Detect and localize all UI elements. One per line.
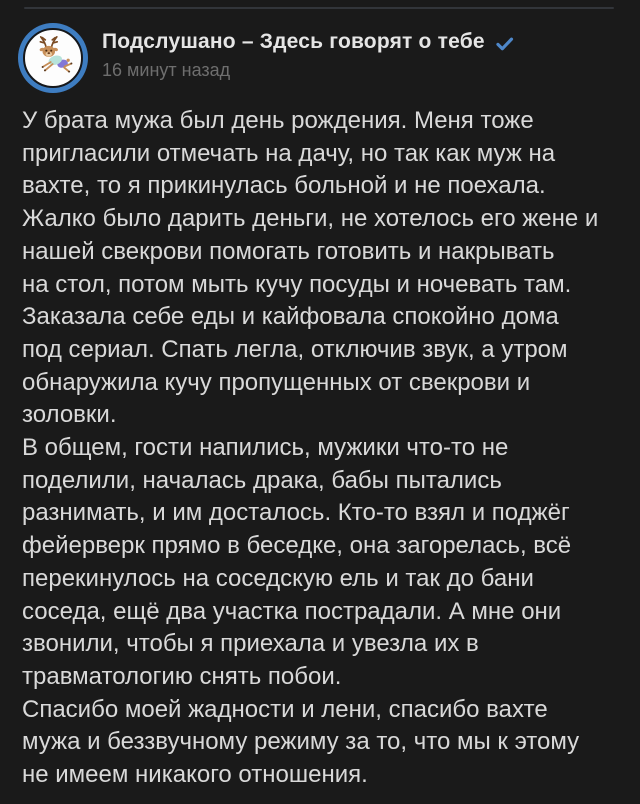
header-text-block xyxy=(102,23,515,81)
post-separator xyxy=(24,7,614,9)
post-line: на стол, потом мыть кучу посуды и ночевать там. xyxy=(22,270,572,298)
post-line: травматологию снять побои. xyxy=(22,662,342,690)
post-line: В общем, гости напились, мужики что-то не xyxy=(22,434,509,462)
post-line: пригласили отмечать на дачу, но так как муж на xyxy=(22,139,556,167)
post-line: перекинулось на соседскую ель и так до бани xyxy=(22,564,534,592)
post-line: поделили, началась драка, бабы пытались xyxy=(22,466,502,494)
post-line: не имеем никакого отношения. xyxy=(22,761,368,789)
community-name[interactable]: Подслушано – Здесь говорят о тебе xyxy=(102,30,485,53)
post-line: нашей свекрови помогать готовить и накрывать xyxy=(22,237,555,265)
post-line: обнаружила кучу пропущенных от свекрови и xyxy=(22,368,531,396)
post-line: мужа и беззвучному режиму за то, что мы к этому xyxy=(22,728,580,756)
post-text xyxy=(0,105,640,792)
post-line: Спасибо моей жадности и лени, спасибо вахте xyxy=(22,695,548,723)
post-line: фейерверк прямо в беседке, она загорелась, всё xyxy=(22,532,572,560)
verified-check-icon xyxy=(494,33,515,54)
post-line: золовки. xyxy=(22,401,117,429)
community-name-row xyxy=(102,30,515,54)
post-line: соседа, ещё два участка пострадали. А мне они xyxy=(22,597,562,625)
post-line: под сериал. Спать легла, отключив звук, а утром xyxy=(22,335,568,363)
reindeer-icon xyxy=(30,33,76,84)
post-line: Заказала себе еды и кайфовала спокойно дома xyxy=(22,303,559,331)
community-avatar[interactable] xyxy=(18,23,88,93)
post-line: звонили, чтобы я приехала и увезла их в xyxy=(22,630,479,658)
post-line: вахте, то я прикинулась больной и не поехала. xyxy=(22,172,546,200)
avatar-background xyxy=(23,28,83,88)
post-line: разнимать, и им досталось. Кто-то взял и поджёг xyxy=(22,499,570,527)
post-line: У брата мужа был день рождения. Меня тоже xyxy=(22,107,534,134)
post-header xyxy=(0,0,640,93)
post-timestamp[interactable]: 16 минут назад xyxy=(102,60,231,80)
post-line: Жалко было дарить деньги, не хотелось его жене и xyxy=(22,205,599,233)
